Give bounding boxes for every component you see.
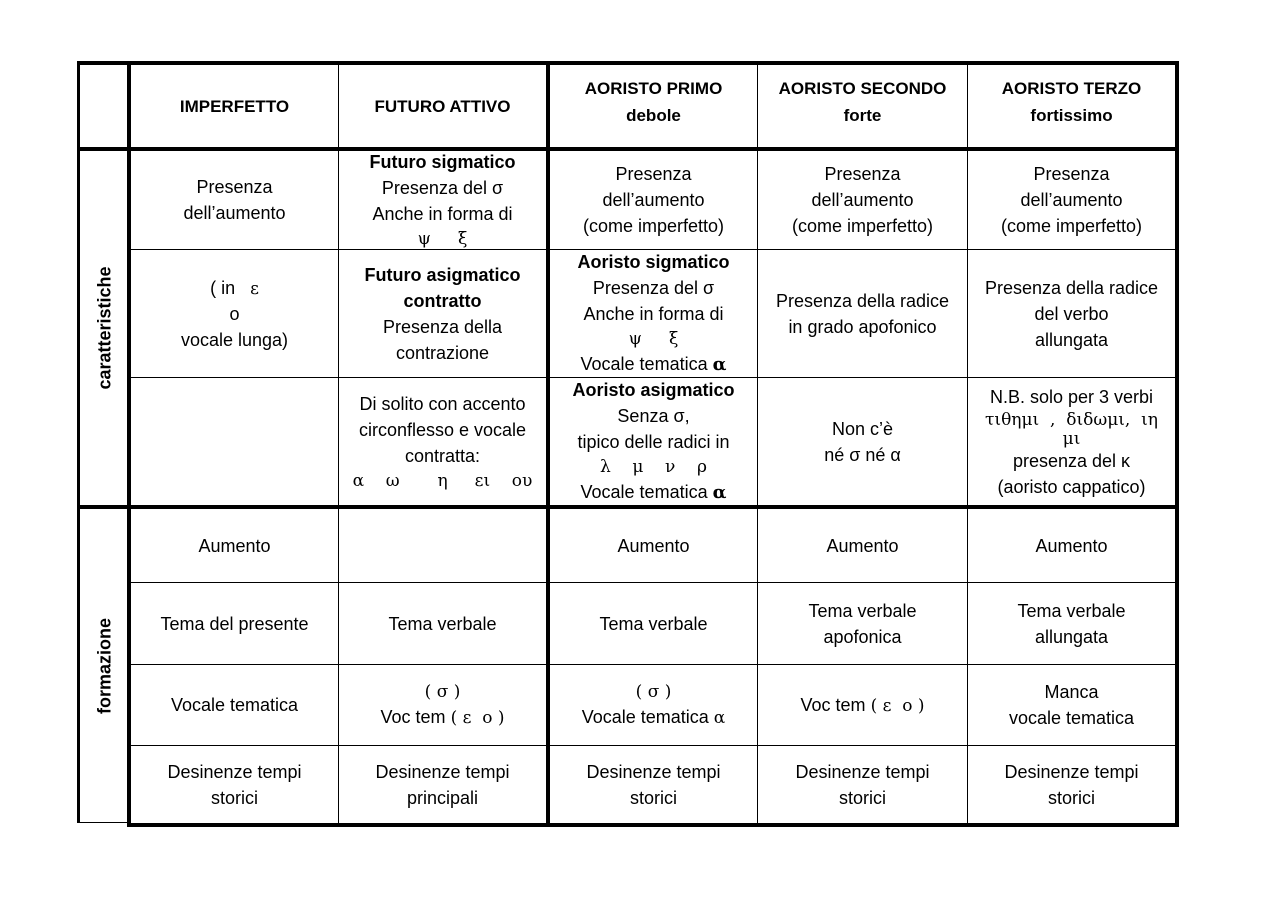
header-aoristo-secondo <box>758 61 967 143</box>
header-aoristo-primo <box>550 61 757 143</box>
header-aor1-line1: AORISTO PRIMO <box>584 79 723 98</box>
text-line: Anche in forma di <box>583 304 724 324</box>
text-line: Presenza della <box>382 316 503 337</box>
car1-imperfetto <box>131 151 338 249</box>
text-line: presenza del κ <box>1012 450 1131 471</box>
form2-aoristo-secondo <box>758 583 967 664</box>
form3-aoristo-terzo <box>968 665 1175 745</box>
greek-letters: ( ε ο ) <box>450 708 505 728</box>
greek-letter: α <box>712 354 727 375</box>
greek-sigma: ( σ ) <box>635 682 672 702</box>
greek-sigma: ( σ ) <box>424 682 461 702</box>
greek-letters: ψ ξ <box>628 329 679 349</box>
text-line: Desinenze tempi <box>375 761 510 782</box>
text-line: apofonica <box>823 626 902 647</box>
text-line: (come imperfetto) <box>791 216 934 236</box>
form4-imperfetto <box>131 746 338 823</box>
text-line: N.B. solo per 3 verbi <box>989 386 1154 407</box>
text-line: Tema verbale <box>388 613 497 634</box>
text-line: Non c’è <box>831 418 894 439</box>
text-line <box>210 275 259 301</box>
table-border-bottom <box>127 823 1179 827</box>
greek-letters: ψ ξ <box>417 229 468 249</box>
greek-letter: ε <box>250 278 259 299</box>
greek-letters: ( ε ο ) <box>870 696 925 716</box>
text-line <box>581 351 727 378</box>
text-line: Tema verbale <box>808 600 917 621</box>
text-fragment: Voc tem <box>800 695 866 715</box>
form3-aoristo-primo <box>550 665 757 745</box>
text-line: dell’aumento <box>1020 190 1123 210</box>
greek-verbs-cont: μι <box>1062 428 1081 449</box>
text-line: contratta: <box>404 445 481 466</box>
text-line: (aoristo cappatico) <box>997 476 1146 497</box>
table-border-right <box>1175 61 1179 827</box>
car2-imperfetto <box>131 250 338 377</box>
form4-futuro <box>339 746 546 823</box>
text-line <box>381 704 505 730</box>
greek-letter: α <box>712 482 727 503</box>
car1-aoristo-primo <box>550 151 757 249</box>
text-line: Di solito con accento <box>359 393 526 414</box>
text-line <box>582 704 726 730</box>
text-line: Manca <box>1044 682 1099 702</box>
text-line: Aumento <box>826 535 899 556</box>
form2-aoristo-terzo <box>968 583 1175 664</box>
form1-aoristo-primo <box>550 509 757 582</box>
side-column-bottom <box>77 822 130 823</box>
text-line: storici <box>210 787 258 808</box>
form1-futuro <box>339 509 546 582</box>
car3-aoristo-terzo <box>968 378 1175 505</box>
text-line: Desinenze tempi <box>1004 761 1139 782</box>
text-line: dell’aumento <box>811 190 914 210</box>
text-line: Tema del presente <box>160 613 309 634</box>
text-fragment: ( in <box>210 277 236 298</box>
car3-aoristo-primo <box>550 378 757 505</box>
form1-aoristo-secondo <box>758 509 967 582</box>
text-line: dell’aumento <box>602 190 705 210</box>
greek-letters: α ω η ει ου <box>352 470 533 491</box>
text-line: né σ né α <box>824 444 901 465</box>
form1-aoristo-terzo <box>968 509 1175 582</box>
header-aor1-line2: debole <box>626 106 681 125</box>
form3-futuro <box>339 665 546 745</box>
text-line: allungata <box>1034 626 1109 647</box>
text-line: Presenza del σ <box>381 178 504 198</box>
car1-futuro <box>339 151 546 249</box>
form2-imperfetto <box>131 583 338 664</box>
header-aoristo-terzo <box>968 61 1175 143</box>
text-line: vocale tematica <box>1008 708 1135 728</box>
car2-aoristo-terzo <box>968 250 1175 377</box>
car3-futuro <box>339 378 546 505</box>
form2-aoristo-primo <box>550 583 757 664</box>
car2-futuro <box>339 250 546 377</box>
text-line: Tema verbale <box>599 613 708 634</box>
header-aor2-line1: AORISTO SECONDO <box>778 79 947 98</box>
text-line: in grado apofonico <box>788 316 937 337</box>
header-futuro-label: FUTURO ATTIVO <box>374 96 511 116</box>
futuro-asigmatico-title: Futuro asigmatico <box>364 264 521 285</box>
text-line: dell’aumento <box>183 203 286 223</box>
text-line: storici <box>1047 787 1095 808</box>
text-line: (come imperfetto) <box>1000 216 1143 236</box>
text-line: contrazione <box>395 342 490 363</box>
text-line: Senza σ, <box>617 406 690 426</box>
text-line: Anche in forma di <box>372 204 513 224</box>
text-line: (come imperfetto) <box>582 216 725 236</box>
text-line: Presenza <box>615 164 692 184</box>
text-line: Presenza <box>1033 164 1110 184</box>
text-line: allungata <box>1034 329 1109 350</box>
text-line: Presenza <box>196 177 273 197</box>
text-line: Desinenze tempi <box>586 761 721 782</box>
form4-aoristo-secondo <box>758 746 967 823</box>
text-line <box>581 479 727 506</box>
form3-imperfetto <box>131 665 338 745</box>
header-aor3-line1: AORISTO TERZO <box>1001 79 1142 98</box>
text-line: circonflesso e vocale <box>358 419 527 440</box>
text-line: Presenza del σ <box>592 278 715 298</box>
text-line: principali <box>406 787 479 808</box>
form3-aoristo-secondo <box>758 665 967 745</box>
text-line: Presenza della radice <box>775 290 950 311</box>
side-label-formazione: formazione <box>94 617 115 715</box>
table-border-left <box>77 61 80 823</box>
futuro-sigmatico-title: Futuro sigmatico <box>369 152 516 172</box>
car2-aoristo-secondo <box>758 250 967 377</box>
aoristo-asigmatico-title: Aoristo asigmatico <box>572 380 735 400</box>
text-line: Tema verbale <box>1017 600 1126 621</box>
form4-aoristo-terzo <box>968 746 1175 823</box>
text-line: o <box>229 303 240 324</box>
text-line: Desinenze tempi <box>795 761 930 782</box>
header-futuro-attivo <box>339 65 546 147</box>
greek-letter: α <box>713 708 726 728</box>
text-line: Aumento <box>198 535 271 556</box>
form4-aoristo-primo <box>550 746 757 823</box>
text-line: Presenza della radice <box>984 277 1159 298</box>
text-line: Aumento <box>1035 535 1108 556</box>
text-fragment: Vocale tematica <box>580 354 708 374</box>
car1-aoristo-secondo <box>758 151 967 249</box>
header-imperfetto <box>131 65 338 147</box>
greek-verbs: τιθημι , διδωμι, ιη <box>985 409 1158 430</box>
text-line: storici <box>838 787 886 808</box>
car2-aoristo-primo <box>550 250 757 377</box>
side-label-caratteristiche: caratteristiche <box>94 266 115 390</box>
text-line <box>801 692 925 718</box>
text-line: Presenza <box>824 164 901 184</box>
text-line: Desinenze tempi <box>167 761 302 782</box>
header-aor3-line2: fortissimo <box>1030 106 1113 125</box>
greek-letters: λ μ ν ρ <box>600 457 707 477</box>
text-line: storici <box>629 787 677 808</box>
car1-aoristo-terzo <box>968 151 1175 249</box>
text-line: Aumento <box>617 535 690 556</box>
header-aor2-line2: forte <box>843 106 882 125</box>
header-imperfetto-label: IMPERFETTO <box>179 96 290 116</box>
text-fragment: Vocale tematica <box>581 707 709 727</box>
car3-aoristo-secondo <box>758 378 967 505</box>
aoristo-sigmatico-title: Aoristo sigmatico <box>577 252 730 272</box>
text-line: Vocale tematica <box>170 695 299 715</box>
text-line: del verbo <box>1034 303 1109 324</box>
text-line: vocale lunga) <box>180 329 289 350</box>
futuro-asigmatico-subtitle: contratto <box>403 290 482 311</box>
text-line: tipico delle radici in <box>577 432 730 452</box>
form1-imperfetto <box>131 509 338 582</box>
text-fragment: Vocale tematica <box>580 482 708 502</box>
text-fragment: Voc tem <box>380 707 446 727</box>
form2-futuro <box>339 583 546 664</box>
